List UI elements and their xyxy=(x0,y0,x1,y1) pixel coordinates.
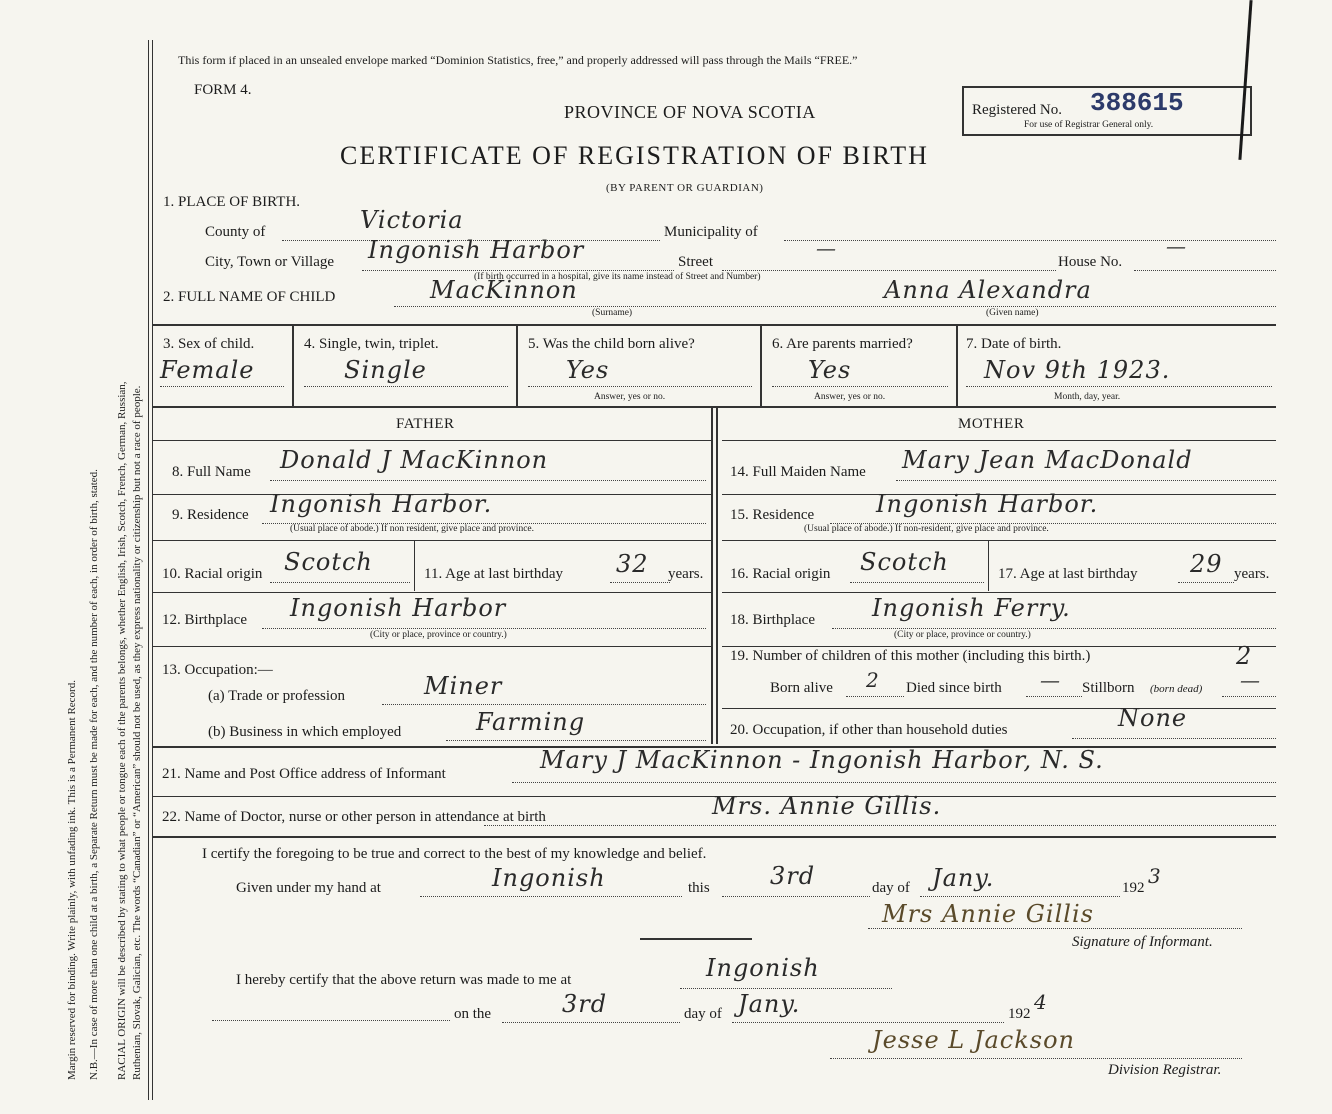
alive-label: 5. Was the child born alive? xyxy=(528,336,695,352)
child-name-label: 2. FULL NAME OF CHILD xyxy=(163,289,336,305)
child-given-name: Anna Alexandra xyxy=(884,276,1092,304)
given-note: (Given name) xyxy=(986,308,1039,318)
informant-value: Mary J MacKinnon - Ingonish Harbor, N. S. xyxy=(540,746,1104,774)
mother-racial: Scotch xyxy=(860,548,949,576)
county-value: Victoria xyxy=(360,206,464,234)
form-label: FORM 4. xyxy=(194,82,252,98)
mother-residence-label: 15. Residence xyxy=(730,507,815,523)
racial-note-2: Ruthenian, Slovak, Galician, etc. The words “Canadian” or “American” should not be used, as they express nationality or citizenship but not a race of people. xyxy=(131,385,143,1080)
house-label: House No. xyxy=(1058,254,1123,270)
registered-label: Registered No. xyxy=(972,102,1062,118)
married-note: Answer, yes or no. xyxy=(814,392,886,402)
place-heading: 1. PLACE OF BIRTH. xyxy=(163,194,301,210)
mother-residence-note: (Usual place of abode.) If non-resident, give place and province. xyxy=(804,524,1049,534)
county-label: County of xyxy=(205,224,266,240)
trade-value: Miner xyxy=(424,672,503,700)
binding-line xyxy=(152,40,153,1100)
alive-note: Answer, yes or no. xyxy=(594,392,666,402)
died-value: — xyxy=(1040,668,1061,692)
municipality-label: Municipality of xyxy=(664,224,758,240)
registrar-place: Ingonish xyxy=(706,954,820,982)
certify-month: Jany. xyxy=(932,864,995,892)
mother-occupation: None xyxy=(1118,704,1188,732)
mother-occupation-label: 20. Occupation, if other than household duties xyxy=(730,722,1008,738)
province-heading: PROVINCE OF NOVA SCOTIA xyxy=(564,102,816,122)
date-note: Month, day, year. xyxy=(1054,392,1121,402)
registrar-day: 3rd xyxy=(562,990,608,1018)
registrar-month: Jany. xyxy=(738,990,801,1018)
stillborn-value: — xyxy=(1240,668,1261,692)
trade-label: (a) Trade or profession xyxy=(208,688,346,704)
stillborn-label: Stillborn xyxy=(1082,680,1135,696)
sex-label: 3. Sex of child. xyxy=(163,336,255,352)
registrar-year-prefix: 192 xyxy=(1008,1006,1031,1022)
street-value: — xyxy=(816,236,837,260)
informant-signature: Mrs Annie Gillis xyxy=(882,900,1094,928)
registrar-text: I hereby certify that the above return was made to me at xyxy=(236,972,572,988)
father-racial: Scotch xyxy=(284,548,373,576)
registrar-on-label: on the xyxy=(454,1006,492,1022)
top-notice: This form if placed in an unsealed envelope marked “Dominion Statistics, free,” and properly addressed will pass through the Mails “FREE.” xyxy=(178,53,858,67)
mother-years: years. xyxy=(1234,566,1270,582)
mother-birthplace: Ingonish Ferry. xyxy=(872,594,1071,622)
informant-signature-label: Signature of Informant. xyxy=(1072,934,1213,950)
separator xyxy=(640,938,752,940)
father-name: Donald J MacKinnon xyxy=(280,446,549,474)
doctor-label: 22. Name of Doctor, nurse or other person in attendance at birth xyxy=(162,809,546,825)
certify-day: 3rd xyxy=(770,862,816,890)
born-alive-value: 2 xyxy=(866,668,880,692)
certify-text: I certify the foregoing to be true and correct to the best of my knowledge and belief. xyxy=(202,846,707,862)
certify-place: Ingonish xyxy=(492,864,606,892)
house-value: — xyxy=(1166,234,1187,258)
father-birthplace-note: (City or place, province or country.) xyxy=(370,630,507,640)
father-birthplace-label: 12. Birthplace xyxy=(162,612,247,628)
alive-value: Yes xyxy=(566,356,610,384)
father-residence-label: 9. Residence xyxy=(172,507,249,523)
children-label: 19. Number of children of this mother (including this birth.) xyxy=(730,648,1091,664)
father-age: 32 xyxy=(616,550,649,578)
married-label: 6. Are parents married? xyxy=(772,336,913,352)
business-value: Farming xyxy=(476,708,586,736)
mother-heading: MOTHER xyxy=(958,416,1025,432)
city-label: City, Town or Village xyxy=(205,254,335,270)
father-years: years. xyxy=(668,566,704,582)
certify-day-of-label: day of xyxy=(872,880,910,896)
registered-number: 388615 xyxy=(1090,88,1184,118)
registered-note: For use of Registrar General only. xyxy=(1024,120,1154,130)
street-label: Street xyxy=(678,254,713,270)
surname-note: (Surname) xyxy=(592,308,633,318)
date-label: 7. Date of birth. xyxy=(966,336,1062,352)
certify-this-label: this xyxy=(688,880,710,896)
date-value: Nov 9th 1923. xyxy=(984,356,1171,384)
father-heading: FATHER xyxy=(396,416,455,432)
racial-note-1: RACIAL ORIGIN will be described by stating to what people or tongue each of the parents belongs, whether English, Irish, Scotch, French, German, Russian, xyxy=(116,381,128,1080)
child-surname: MacKinnon xyxy=(430,276,578,304)
given-under-label: Given under my hand at xyxy=(236,880,381,896)
informant-label: 21. Name and Post Office address of Informant xyxy=(162,766,446,782)
margin-note: Margin reserved for binding. Write plainly, with unfading ink. This is a Permanent Record. xyxy=(66,680,78,1080)
father-occupation-label: 13. Occupation:— xyxy=(162,662,273,678)
doctor-value: Mrs. Annie Gillis. xyxy=(712,792,942,820)
father-birthplace: Ingonish Harbor xyxy=(290,594,507,622)
single-label: 4. Single, twin, triplet. xyxy=(304,336,439,352)
nb-note: N.B.—In case of more than one child at a birth, a Separate Return must be made for each, and the number of each, in order of birth, stated. xyxy=(88,469,100,1080)
mother-name: Mary Jean MacDonald xyxy=(902,446,1193,474)
mother-age-label: 17. Age at last birthday xyxy=(998,566,1138,582)
born-alive-label: Born alive xyxy=(770,680,833,696)
certificate-subtitle: (BY PARENT OR GUARDIAN) xyxy=(606,182,764,194)
registrar-signature-label: Division Registrar. xyxy=(1108,1062,1222,1078)
died-label: Died since birth xyxy=(906,680,1002,696)
single-value: Single xyxy=(344,356,427,384)
mother-racial-label: 16. Racial origin xyxy=(730,566,831,582)
certify-year-digit: 3 xyxy=(1148,864,1162,888)
sex-value: Female xyxy=(160,356,255,384)
mother-name-label: 14. Full Maiden Name xyxy=(730,464,866,480)
father-age-label: 11. Age at last birthday xyxy=(424,566,563,582)
business-label: (b) Business in which employed xyxy=(208,724,402,740)
mother-birthplace-note: (City or place, province or country.) xyxy=(894,630,1031,640)
hospital-note: (If birth occurred in a hospital, give its name instead of Street and Number) xyxy=(474,272,761,282)
stillborn-note: (born dead) xyxy=(1150,683,1203,695)
mother-birthplace-label: 18. Birthplace xyxy=(730,612,815,628)
children-value: 2 xyxy=(1236,642,1253,670)
father-residence: Ingonish Harbor. xyxy=(270,490,493,518)
certify-year-prefix: 192 xyxy=(1122,880,1145,896)
father-residence-note: (Usual place of abode.) If non resident, give place and province. xyxy=(290,524,534,534)
mother-age: 29 xyxy=(1190,550,1223,578)
certificate-title: CERTIFICATE OF REGISTRATION OF BIRTH xyxy=(340,141,929,170)
married-value: Yes xyxy=(808,356,852,384)
city-value: Ingonish Harbor xyxy=(368,236,585,264)
registrar-signature: Jesse L Jackson xyxy=(872,1026,1075,1054)
registrar-day-of-label: day of xyxy=(684,1006,722,1022)
mother-residence: Ingonish Harbor. xyxy=(876,490,1099,518)
binding-line xyxy=(148,40,149,1100)
registrar-year-digit: 4 xyxy=(1034,990,1048,1014)
father-racial-label: 10. Racial origin xyxy=(162,566,263,582)
father-name-label: 8. Full Name xyxy=(172,464,251,480)
